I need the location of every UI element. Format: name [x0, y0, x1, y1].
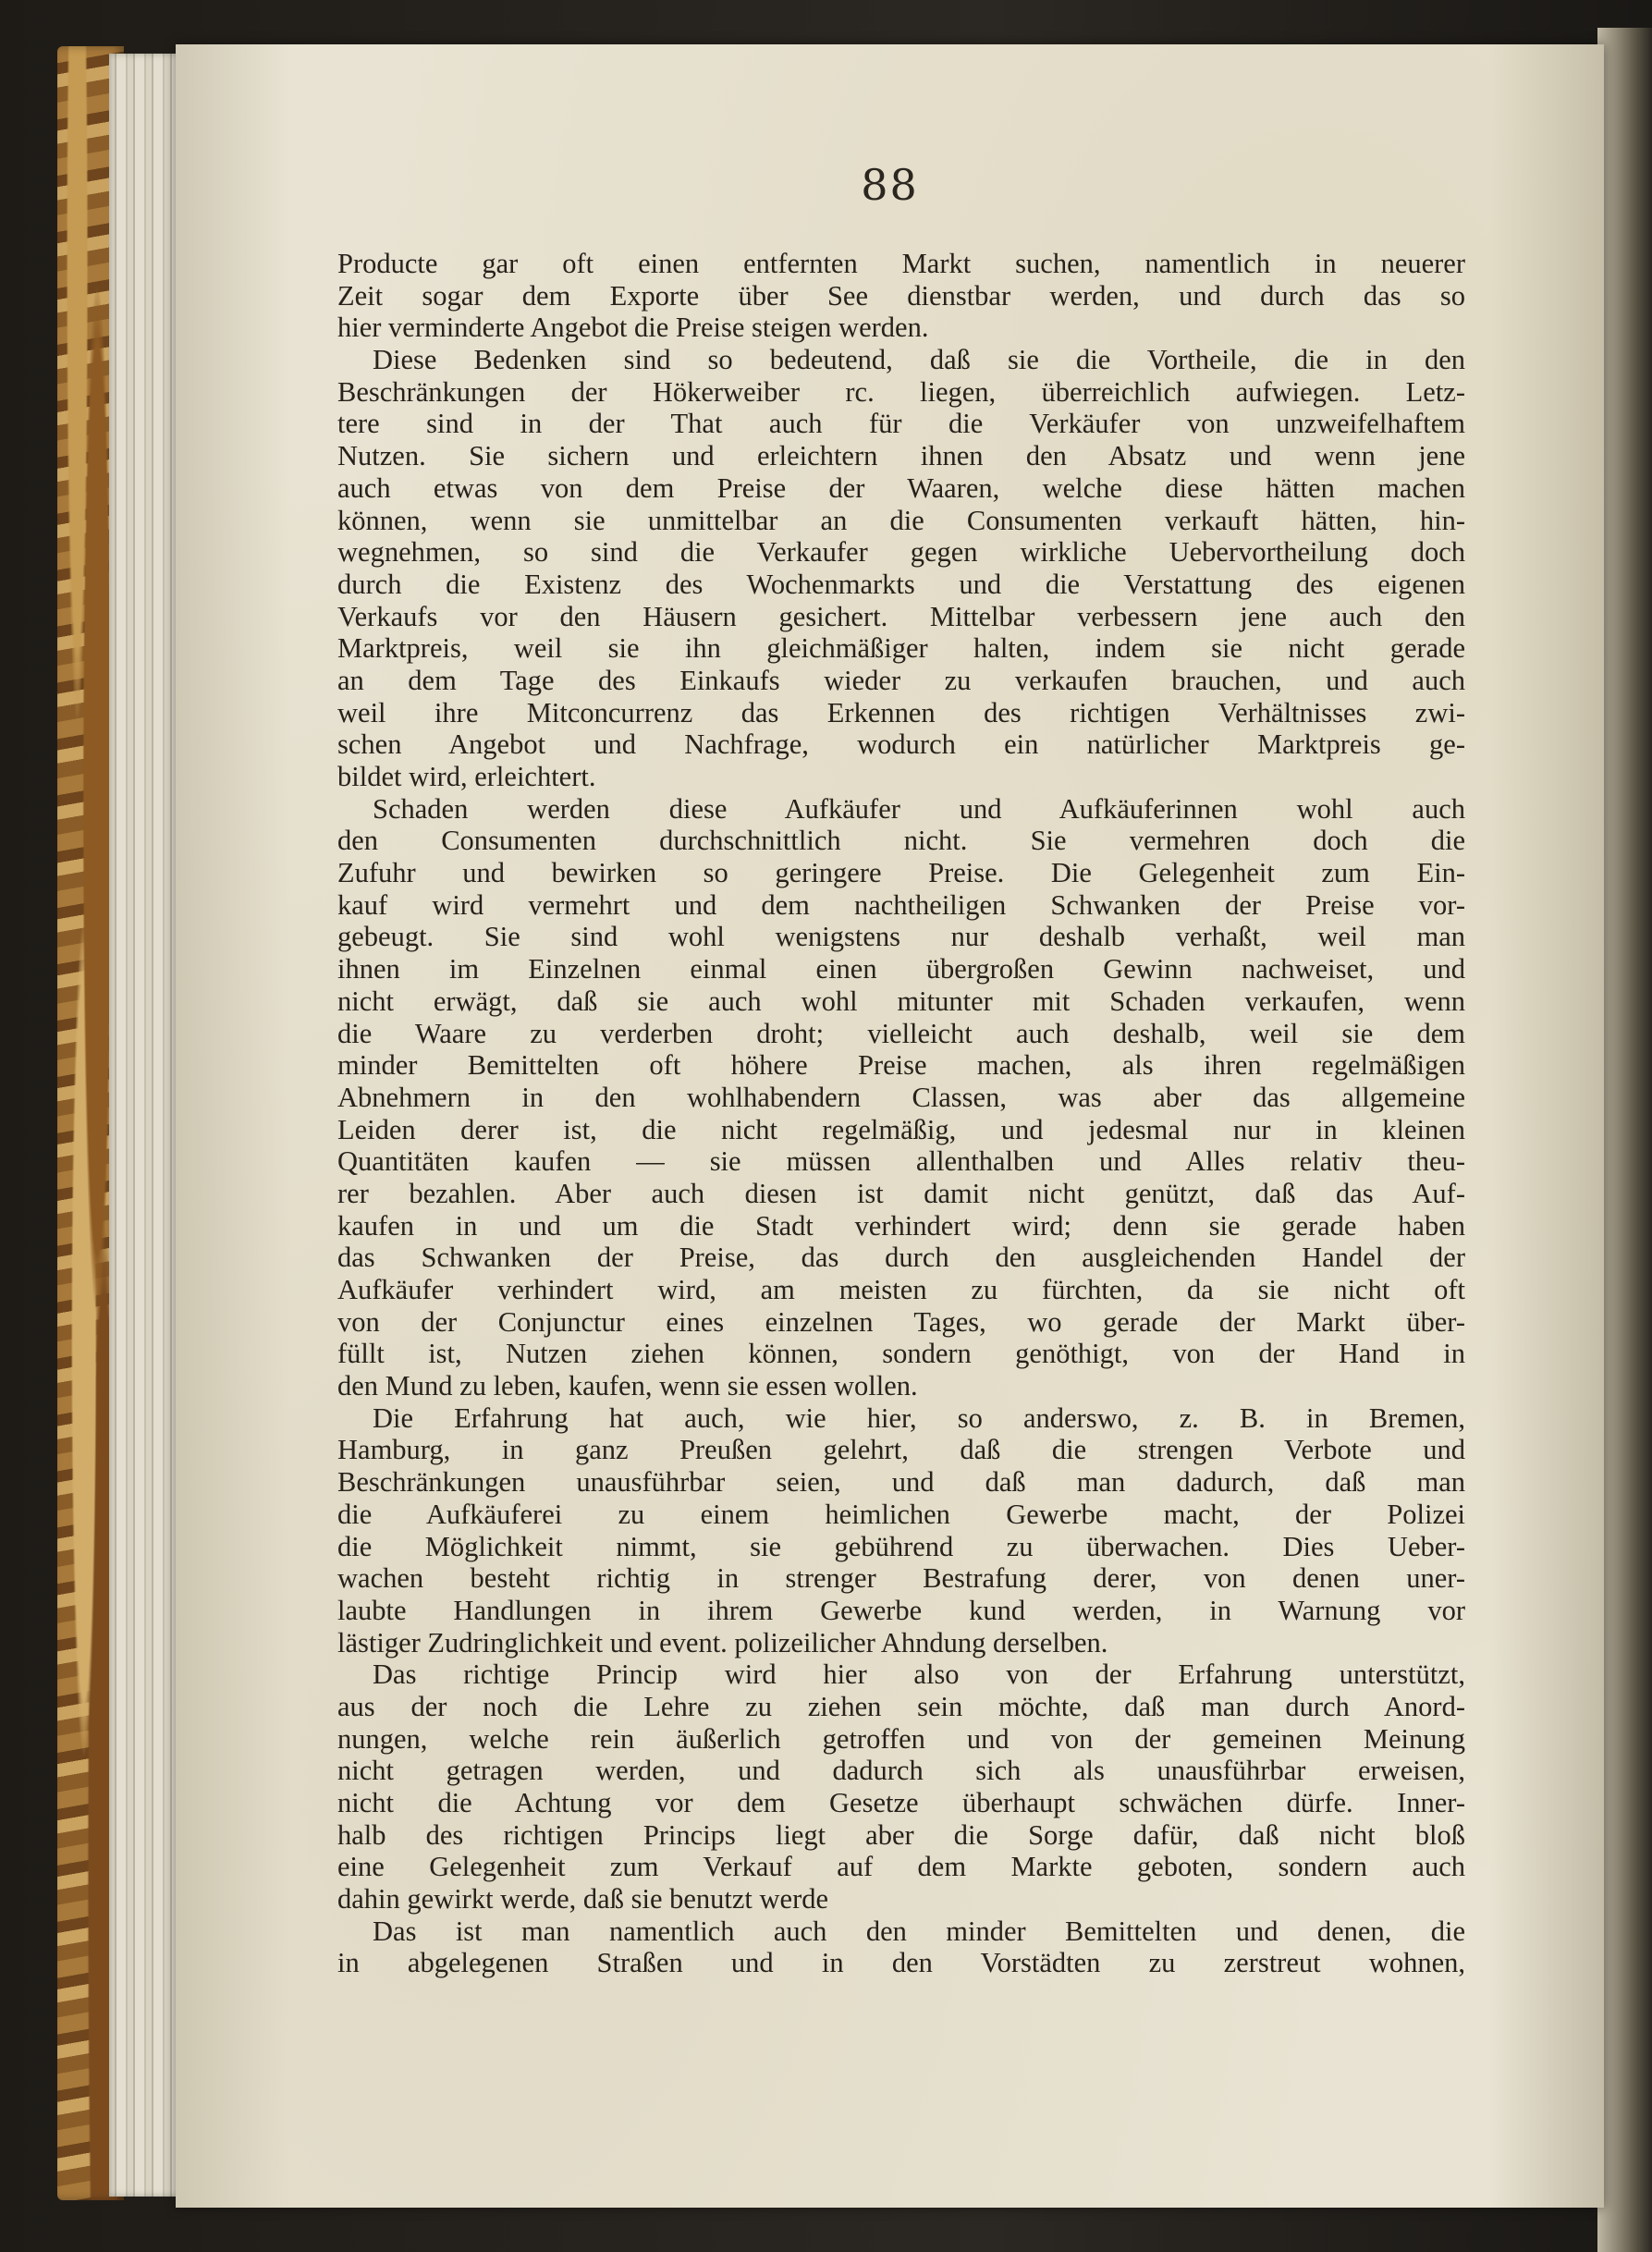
- text-line: an dem Tage des Einkaufs wieder zu verkaufen brauchen, und auch: [337, 664, 1465, 696]
- text-line: Schaden werden diese Aufkäufer und Aufkäuferinnen wohl auch: [373, 792, 1465, 825]
- text-line: dahin gewirkt werde, daß sie benutzt werde: [337, 1883, 829, 1915]
- text-line: Quantitäten kaufen — sie müssen allenthalben und Alles relativ theu-: [337, 1145, 1465, 1178]
- text-line: Producte gar oft einen entfernten Markt suchen, namentlich in neuerer: [337, 248, 1465, 279]
- text-line: Diese Bedenken sind so bedeutend, daß sie die Vortheile, die in den: [373, 344, 1465, 376]
- text-line: wachen besteht richtig in strenger Bestrafung derer, von denen uner-: [337, 1562, 1465, 1595]
- text-line: nungen, welche rein äußerlich getroffen und von der gemeinen Meinung: [337, 1722, 1465, 1755]
- text-line: das Schwanken der Preise, das durch den ausgleichenden Handel der: [337, 1242, 1465, 1274]
- text-line: kaufen in und um die Stadt verhindert wird; denn sie gerade haben: [337, 1209, 1465, 1242]
- text-line: weil ihre Mitconcurrenz das Erkennen des richtigen Verhältnisses zwi-: [337, 696, 1465, 728]
- text-line: bildet wird, erleichtert.: [337, 761, 596, 792]
- text-line: Zufuhr und bewirken so geringere Preise. Die Gelegenheit zum Ein-: [337, 857, 1465, 889]
- text-line: rer bezahlen. Aber auch diesen ist damit nicht genützt, daß das Auf-: [337, 1177, 1465, 1209]
- text-line: Nutzen. Sie sichern und erleichtern ihnen den Absatz und wenn jene: [337, 440, 1465, 472]
- text-line: die Aufkäuferei zu einem heimlichen Gewerbe macht, der Polizei: [337, 1498, 1465, 1530]
- text-line: die Waare zu verderben droht; vielleicht auch deshalb, weil sie dem: [337, 1017, 1465, 1049]
- page-edges-right: [1597, 28, 1652, 2252]
- text-line: Die Erfahrung hat auch, wie hier, so anderswo, z. B. in Bremen,: [373, 1401, 1465, 1434]
- text-line: Leiden derer ist, die nicht regelmäßig, und jedesmal nur in kleinen: [337, 1113, 1465, 1145]
- text-line: kauf wird vermehrt und dem nachtheiligen Schwanken der Preise vor-: [337, 888, 1465, 921]
- text-line: nicht die Achtung vor dem Gesetze überhaupt schwächen dürfe. Inner-: [337, 1787, 1465, 1818]
- text-line: hier verminderte Angebot die Preise steigen werden.: [337, 312, 929, 344]
- text-line: aus der noch die Lehre zu ziehen sein möchte, daß man durch Anord-: [337, 1690, 1465, 1722]
- text-line: auch etwas von dem Preise der Waaren, welche diese hätten machen: [337, 471, 1465, 504]
- text-line: Das richtige Princip wird hier also von der Erfahrung unterstützt,: [373, 1658, 1465, 1691]
- text-line: nicht getragen werden, und dadurch sich als unausführbar erweisen,: [337, 1755, 1465, 1787]
- text-line: Aufkäufer verhindert wird, am meisten zu fürchten, da sie nicht oft: [337, 1274, 1465, 1305]
- text-line: die Möglichkeit nimmt, sie gebührend zu überwachen. Dies Ueber-: [337, 1530, 1465, 1562]
- text-line: Hamburg, in ganz Preußen gelehrt, daß die strengen Verbote und: [337, 1434, 1465, 1466]
- text-line: Beschränkungen der Hökerweiber rc. liegen, überreichlich aufwiegen. Letz-: [337, 375, 1465, 408]
- text-line: Zeit sogar dem Exporte über See dienstbar werden, und durch das so: [337, 279, 1465, 312]
- text-line: Verkaufs vor den Häusern gesichert. Mittelbar verbessern jene auch den: [337, 600, 1465, 632]
- text-line: von der Conjunctur eines einzelnen Tages, wo gerade der Markt über-: [337, 1305, 1465, 1338]
- text-line: in abgelegenen Straßen und in den Vorstädten zu zerstreut wohnen,: [337, 1947, 1465, 1979]
- text-line: nicht erwägt, daß sie auch wohl mitunter mit Schaden verkaufen, wenn: [337, 985, 1465, 1017]
- page-number: 88: [861, 160, 919, 210]
- text-line: lästiger Zudringlichkeit und event. polizeilicher Ahndung derselben.: [337, 1626, 1108, 1658]
- text-line: ihnen im Einzelnen einmal einen übergroßen Gewinn nachweiset, und: [337, 953, 1465, 985]
- text-line: laubte Handlungen in ihrem Gewerbe kund werden, in Warnung vor: [337, 1594, 1465, 1626]
- text-line: den Consumenten durchschnittlich nicht. Sie vermehren doch die: [337, 825, 1465, 857]
- text-line: gebeugt. Sie sind wohl wenigstens nur deshalb verhaßt, weil man: [337, 921, 1465, 953]
- text-line: können, wenn sie unmittelbar an die Consumenten verkauft hätten, hin-: [337, 504, 1465, 536]
- text-line: schen Angebot und Nachfrage, wodurch ein natürlicher Marktpreis ge-: [337, 728, 1465, 761]
- text-line: durch die Existenz des Wochenmarkts und die Verstattung des eigenen: [337, 568, 1465, 600]
- text-line: Beschränkungen unausführbar seien, und daß man dadurch, daß man: [337, 1466, 1465, 1499]
- body-text: [337, 248, 1465, 1979]
- text-line: minder Bemittelten oft höhere Preise machen, als ihren regelmäßigen: [337, 1049, 1465, 1082]
- text-line: Das ist man namentlich auch den minder Bemittelten und denen, die: [373, 1915, 1465, 1947]
- text-line: Abnehmern in den wohlhabendern Classen, was aber das allgemeine: [337, 1081, 1465, 1113]
- text-line: füllt ist, Nutzen ziehen können, sondern genöthigt, von der Hand in: [337, 1338, 1465, 1370]
- text-line: eine Gelegenheit zum Verkauf auf dem Markte geboten, sondern auch: [337, 1851, 1465, 1883]
- text-line: tere sind in der That auch für die Verkäufer von unzweifelhaftem: [337, 408, 1465, 440]
- text-line: den Mund zu leben, kaufen, wenn sie essen wollen.: [337, 1370, 918, 1402]
- text-line: halb des richtigen Princips liegt aber die Sorge dafür, daß nicht bloß: [337, 1818, 1465, 1851]
- text-line: wegnehmen, so sind die Verkaufer gegen wirkliche Uebervortheilung doch: [337, 536, 1465, 569]
- text-line: Marktpreis, weil sie ihn gleichmäßiger halten, indem sie nicht gerade: [337, 632, 1465, 665]
